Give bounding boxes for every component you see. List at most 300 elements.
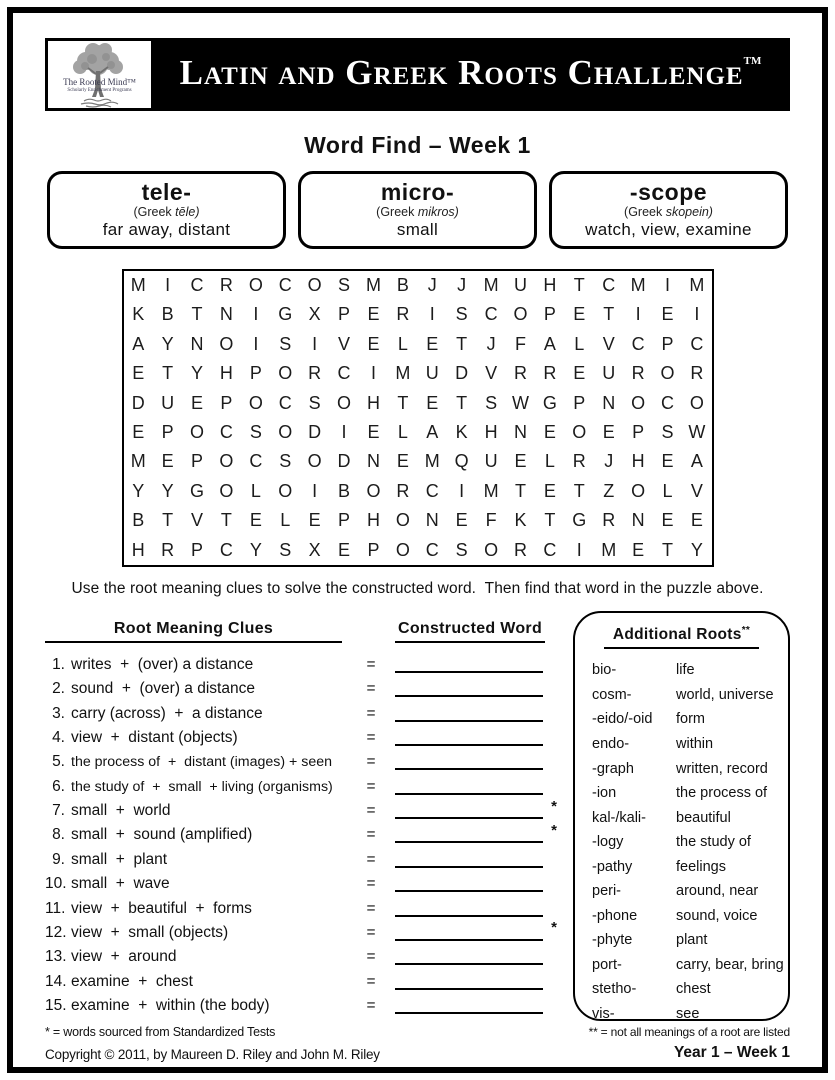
clue-text: small + sound (amplified) <box>71 826 253 844</box>
grid-letter: E <box>543 421 556 442</box>
clue-text: examine + within (the body) <box>71 996 270 1014</box>
equals-sign: = <box>366 923 376 941</box>
clue-text: view + small (objects) <box>71 923 229 941</box>
clue-number: 4. <box>52 729 65 747</box>
grid-letter: U <box>513 275 527 295</box>
grid-letter: O <box>248 275 263 295</box>
root-row <box>575 756 788 781</box>
grid-letter: O <box>572 421 587 442</box>
clue-row <box>45 896 557 920</box>
grid-letter: E <box>573 363 586 384</box>
grid-letter: M <box>483 480 499 501</box>
clue-row <box>45 702 557 726</box>
grid-letter: V <box>191 510 204 531</box>
clue-row <box>45 872 557 896</box>
clue-row <box>45 750 557 774</box>
clue-number: 5. <box>52 753 65 771</box>
grid-letter: R <box>396 304 410 325</box>
equals-sign: = <box>366 826 376 844</box>
grid-letter: I <box>312 480 318 501</box>
clue-row <box>45 677 557 701</box>
grid-letter: N <box>425 510 439 531</box>
clue-number: 3. <box>52 704 65 722</box>
clue-row <box>45 969 557 993</box>
grid-letter: J <box>457 275 467 295</box>
grid-letter: C <box>631 333 645 354</box>
grid-letter: O <box>278 421 293 442</box>
grid-letter: E <box>426 392 439 413</box>
root-label: -pathy <box>592 858 633 875</box>
grid-letter: C <box>661 392 675 413</box>
additional-roots-box <box>573 611 790 1021</box>
root-meaning-clues-header: Root Meaning Clues <box>45 620 342 643</box>
grid-letter: Y <box>191 363 204 384</box>
grid-letter: I <box>253 333 259 354</box>
grid-letter: T <box>397 392 409 413</box>
grid-letter: T <box>191 304 203 325</box>
tree-logo-icon <box>48 41 151 108</box>
constructed-word-header: Constructed Word <box>395 620 545 643</box>
clue-row <box>45 921 557 945</box>
origin-prefix: (Greek <box>624 205 666 220</box>
root-label: peri- <box>592 883 622 900</box>
grid-letter: E <box>661 304 674 325</box>
grid-letter: I <box>694 304 700 325</box>
grid-letter: E <box>661 451 674 472</box>
grid-letter: X <box>308 539 321 560</box>
grid-letter: Y <box>161 480 174 501</box>
grid-letter: Y <box>132 480 145 501</box>
grid-letter: S <box>338 275 351 295</box>
root-name: micro- <box>380 179 455 205</box>
grid-row <box>124 330 712 359</box>
grid-letter: D <box>455 363 469 384</box>
grid-letter: P <box>220 392 233 413</box>
page-title: Word Find – Week 1 <box>304 132 531 158</box>
standardized-test-star: * <box>551 797 557 815</box>
grid-letter: S <box>455 304 468 325</box>
grid-letter: P <box>191 539 204 560</box>
week-label: Year 1 – Week 1 <box>673 1043 790 1061</box>
root-meaning-text: life <box>676 662 695 679</box>
page-content <box>13 13 822 1067</box>
grid-letter: G <box>572 510 587 531</box>
clue-text: sound + (over) a distance <box>71 680 255 698</box>
grid-letter: N <box>602 392 616 413</box>
grid-letter: H <box>543 275 557 295</box>
answer-blank <box>395 998 543 1014</box>
root-row <box>575 953 788 978</box>
equals-sign: = <box>366 704 376 722</box>
grid-letter: I <box>312 333 318 354</box>
root-meaning-text: see <box>676 1005 700 1022</box>
grid-letter: I <box>253 304 259 325</box>
instruction-text: Use the root meaning clues to solve the constructed word. Then find that word in the puzzle above. <box>71 579 764 597</box>
grid-letter: E <box>338 539 351 560</box>
work-area <box>45 611 790 1021</box>
root-origin <box>301 205 534 219</box>
grid-letter: I <box>576 539 582 560</box>
root-row <box>575 658 788 683</box>
equals-sign: = <box>366 996 376 1014</box>
clue-text: examine + chest <box>71 972 193 990</box>
grid-letter: R <box>690 363 704 384</box>
clue-text: the process of + distant (images) + seen <box>71 754 333 771</box>
grid-letter: B <box>396 275 409 295</box>
answer-blank <box>395 803 543 819</box>
root-label: vis- <box>592 1005 615 1022</box>
grid-row <box>124 389 712 418</box>
grid-letter: T <box>162 510 174 531</box>
grid-letter: H <box>631 451 645 472</box>
header-banner <box>45 38 790 111</box>
root-row <box>575 683 788 708</box>
grid-letter: E <box>367 304 380 325</box>
grid-letter: U <box>602 363 616 384</box>
grid-letter: D <box>131 392 145 413</box>
grid-letter: Q <box>454 451 469 472</box>
grid-letter: R <box>513 539 527 560</box>
clue-row <box>45 945 557 969</box>
grid-letter: T <box>573 480 585 501</box>
grid-letter: E <box>455 510 468 531</box>
root-label: endo- <box>592 735 630 752</box>
clue-text: small + wave <box>71 875 170 893</box>
root-meaning-text: feelings <box>676 858 726 875</box>
answer-blank <box>395 949 543 965</box>
clue-row <box>45 848 557 872</box>
clue-text: view + distant (objects) <box>71 729 238 747</box>
grid-letter: O <box>631 480 646 501</box>
grid-letter: I <box>635 304 641 325</box>
grid-letter: E <box>367 421 380 442</box>
root-label: -graph <box>592 760 634 777</box>
grid-letter: E <box>514 451 527 472</box>
grid-letter: K <box>514 510 527 531</box>
grid-letter: C <box>219 421 233 442</box>
grid-letter: O <box>337 392 352 413</box>
grid-letter: P <box>573 392 586 413</box>
equals-sign: = <box>366 680 376 698</box>
answer-blank <box>395 827 543 843</box>
root-name: -scope <box>629 179 708 205</box>
root-meaning-text: chest <box>676 981 711 998</box>
grid-letter: M <box>424 451 440 472</box>
grid-letter: H <box>131 539 145 560</box>
grid-letter: T <box>514 480 526 501</box>
grid-letter: C <box>278 275 292 295</box>
grid-letter: V <box>690 480 703 501</box>
equals-sign: = <box>366 753 376 771</box>
grid-letter: J <box>486 333 496 354</box>
clue-list <box>45 653 557 1018</box>
grid-letter: O <box>278 363 293 384</box>
grid-letter: O <box>219 480 234 501</box>
grid-letter: E <box>602 421 615 442</box>
clue-number: 8. <box>52 826 65 844</box>
root-label: kal-/kali- <box>592 809 646 826</box>
grid-letter: B <box>338 480 351 501</box>
grid-letter: L <box>280 510 291 531</box>
logo-subtitle: Scholarly Enrichment Programs <box>67 88 132 93</box>
grid-letter: Y <box>690 539 703 560</box>
grid-letter: N <box>190 333 204 354</box>
grid-letter: O <box>219 451 234 472</box>
clue-number: 10. <box>45 875 67 893</box>
grid-letter: S <box>308 392 321 413</box>
grid-letter: S <box>455 539 468 560</box>
grid-letter: G <box>190 480 205 501</box>
grid-letter: C <box>219 539 233 560</box>
grid-letter: E <box>426 333 439 354</box>
grid-letter: C <box>690 333 704 354</box>
roots-list <box>575 658 788 1026</box>
grid-letter: J <box>604 451 614 472</box>
grid-letter: C <box>484 304 498 325</box>
grid-letter: N <box>219 304 233 325</box>
grid-letter: O <box>395 539 410 560</box>
grid-letter: I <box>370 363 376 384</box>
grid-letter: A <box>543 333 556 354</box>
root-meaning-text: within <box>676 735 714 752</box>
grid-letter: N <box>366 451 380 472</box>
answer-blank <box>395 754 543 770</box>
grid-letter: I <box>429 304 435 325</box>
origin-word: mikros) <box>417 205 459 220</box>
grid-letter: G <box>542 392 557 413</box>
origin-prefix: (Greek <box>376 205 418 220</box>
clue-text: small + world <box>71 802 171 820</box>
clue-text: small + plant <box>71 850 168 868</box>
grid-letter: Z <box>603 480 615 501</box>
answer-blank <box>395 657 543 673</box>
grid-letter: T <box>662 539 674 560</box>
root-meaning-text: the study of <box>676 834 751 851</box>
grid-letter: C <box>543 539 557 560</box>
grid-letter: C <box>337 363 351 384</box>
equals-sign: = <box>366 777 376 795</box>
grid-letter: P <box>632 421 645 442</box>
grid-letter: P <box>367 539 380 560</box>
grid-letter: T <box>162 363 174 384</box>
grid-letter: S <box>279 333 292 354</box>
equals-sign: = <box>366 875 376 893</box>
grid-letter: R <box>513 363 527 384</box>
grid-letter: T <box>456 392 468 413</box>
root-label: -phyte <box>592 932 633 949</box>
root-label: -phone <box>592 907 638 924</box>
clue-row <box>45 799 557 823</box>
grid-letter: S <box>279 451 292 472</box>
equals-sign: = <box>366 802 376 820</box>
root-row <box>575 732 788 757</box>
grid-letter: J <box>427 275 437 295</box>
clue-number: 14. <box>45 972 67 990</box>
equals-sign: = <box>366 972 376 990</box>
clue-row <box>45 726 557 750</box>
root-meaning-text: the process of <box>676 785 768 802</box>
grid-letter: M <box>689 275 705 295</box>
grid-letter: M <box>365 275 381 295</box>
grid-letter: E <box>690 510 703 531</box>
grid-letter: O <box>248 392 263 413</box>
grid-letter: V <box>338 333 351 354</box>
root-meaning-text: sound, voice <box>676 907 758 924</box>
grid-letter: O <box>631 392 646 413</box>
footnotes-row <box>45 1025 790 1039</box>
root-meaning-text: carry, bear, bring <box>676 956 784 973</box>
answer-blank <box>395 730 543 746</box>
logo-title: The Rooted Mind™ <box>63 77 136 87</box>
standardized-test-star: * <box>551 821 557 839</box>
grid-letter: K <box>132 304 145 325</box>
root-label: cosm- <box>592 686 632 703</box>
root-label: -logy <box>592 834 624 851</box>
grid-letter: N <box>513 421 527 442</box>
grid-letter: L <box>544 451 555 472</box>
grid-letter: T <box>220 510 232 531</box>
grid-letter: E <box>543 480 556 501</box>
grid-letter: C <box>249 451 263 472</box>
grid-letter: R <box>572 451 586 472</box>
clue-number: 15. <box>45 996 67 1014</box>
root-row <box>575 928 788 953</box>
grid-letter: R <box>219 275 233 295</box>
grid-letter: O <box>307 275 322 295</box>
word-grid <box>122 269 714 567</box>
grid-letter: T <box>544 510 556 531</box>
grid-letter: R <box>396 480 410 501</box>
grid-letter: E <box>308 510 321 531</box>
root-origin <box>552 205 785 219</box>
grid-letter: P <box>249 363 262 384</box>
banner-title <box>151 55 790 94</box>
grid-letter: K <box>455 421 468 442</box>
grid-letter: W <box>511 392 529 413</box>
root-meaning-text: beautiful <box>676 809 731 826</box>
root-card-scope <box>549 171 788 249</box>
clue-number: 2. <box>52 680 65 698</box>
grid-letter: L <box>662 480 673 501</box>
root-row <box>575 1002 788 1027</box>
grid-letter: P <box>543 304 556 325</box>
double-star-footnote: ** = not all meanings of a root are listed <box>588 1024 790 1039</box>
clue-number: 6. <box>52 777 65 795</box>
copyright-text: Copyright © 2011, by Maureen D. Riley and John M. Riley <box>45 1046 380 1062</box>
equals-sign: = <box>366 656 376 674</box>
grid-letter: I <box>459 480 465 501</box>
grid-letter: I <box>341 421 347 442</box>
root-meaning-text: form <box>676 711 705 728</box>
grid-letter: M <box>601 539 617 560</box>
grid-letter: P <box>191 451 204 472</box>
grid-letter: I <box>665 275 671 295</box>
grid-letter: E <box>161 451 174 472</box>
clues-headers <box>45 620 557 643</box>
grid-letter: O <box>190 421 205 442</box>
grid-letter: P <box>338 510 351 531</box>
standardized-test-star: * <box>551 919 557 937</box>
clue-text: carry (across) + a distance <box>71 704 263 722</box>
root-row <box>575 879 788 904</box>
root-row <box>575 830 788 855</box>
grid-letter: S <box>661 421 674 442</box>
grid-letter: N <box>631 510 645 531</box>
grid-row <box>124 300 712 329</box>
grid-letter: A <box>690 451 703 472</box>
additional-roots-title <box>604 625 759 649</box>
grid-letter: M <box>395 363 411 384</box>
grid-letter: P <box>161 421 174 442</box>
rooted-mind-logo <box>48 41 151 108</box>
root-cards <box>47 171 788 249</box>
equals-sign: = <box>366 729 376 747</box>
grid-letter: S <box>279 539 292 560</box>
grid-letter: E <box>661 510 674 531</box>
clue-row <box>45 994 557 1018</box>
grid-letter: P <box>661 333 674 354</box>
grid-letter: S <box>249 421 262 442</box>
root-row <box>575 805 788 830</box>
answer-blank <box>395 925 543 941</box>
grid-letter: R <box>602 510 616 531</box>
grid-letter: M <box>130 275 146 295</box>
answer-blank <box>395 681 543 697</box>
grid-row <box>124 536 712 565</box>
root-row <box>575 707 788 732</box>
clue-row <box>45 653 557 677</box>
answer-blank <box>395 901 543 917</box>
grid-row <box>124 271 712 300</box>
grid-letter: I <box>165 275 171 295</box>
clue-text: view + around <box>71 948 177 966</box>
grid-letter: W <box>688 421 706 442</box>
clue-text: view + beautiful + forms <box>71 899 252 917</box>
answer-blank <box>395 706 543 722</box>
root-row <box>575 977 788 1002</box>
grid-letter: E <box>132 421 145 442</box>
grid-letter: F <box>485 510 497 531</box>
grid-letter: E <box>367 333 380 354</box>
grid-letter: A <box>132 333 145 354</box>
grid-letter: V <box>485 363 498 384</box>
root-row <box>575 781 788 806</box>
answer-blank <box>395 779 543 795</box>
grid-letter: O <box>689 392 704 413</box>
root-meaning-text: world, universe <box>676 686 774 703</box>
grid-letter: C <box>190 275 204 295</box>
grid-letter: R <box>308 363 322 384</box>
grid-letter: M <box>130 451 146 472</box>
star-footnote: * = words sourced from Standardized Tests <box>45 1024 276 1039</box>
grid-letter: O <box>395 510 410 531</box>
grid-letter: O <box>307 451 322 472</box>
root-label: -ion <box>592 785 617 802</box>
grid-letter: T <box>603 304 615 325</box>
grid-letter: V <box>602 333 615 354</box>
grid-letter: M <box>483 275 499 295</box>
grid-letter: U <box>161 392 175 413</box>
root-meaning: watch, view, examine <box>585 220 752 240</box>
grid-letter: O <box>513 304 528 325</box>
answer-blank <box>395 974 543 990</box>
root-meaning-text: around, near <box>676 883 759 900</box>
grid-letter: R <box>161 539 175 560</box>
equals-sign: = <box>366 850 376 868</box>
root-row <box>575 854 788 879</box>
banner-title-text: Latin and Greek Roots Challenge <box>179 53 744 92</box>
grid-letter: B <box>132 510 145 531</box>
